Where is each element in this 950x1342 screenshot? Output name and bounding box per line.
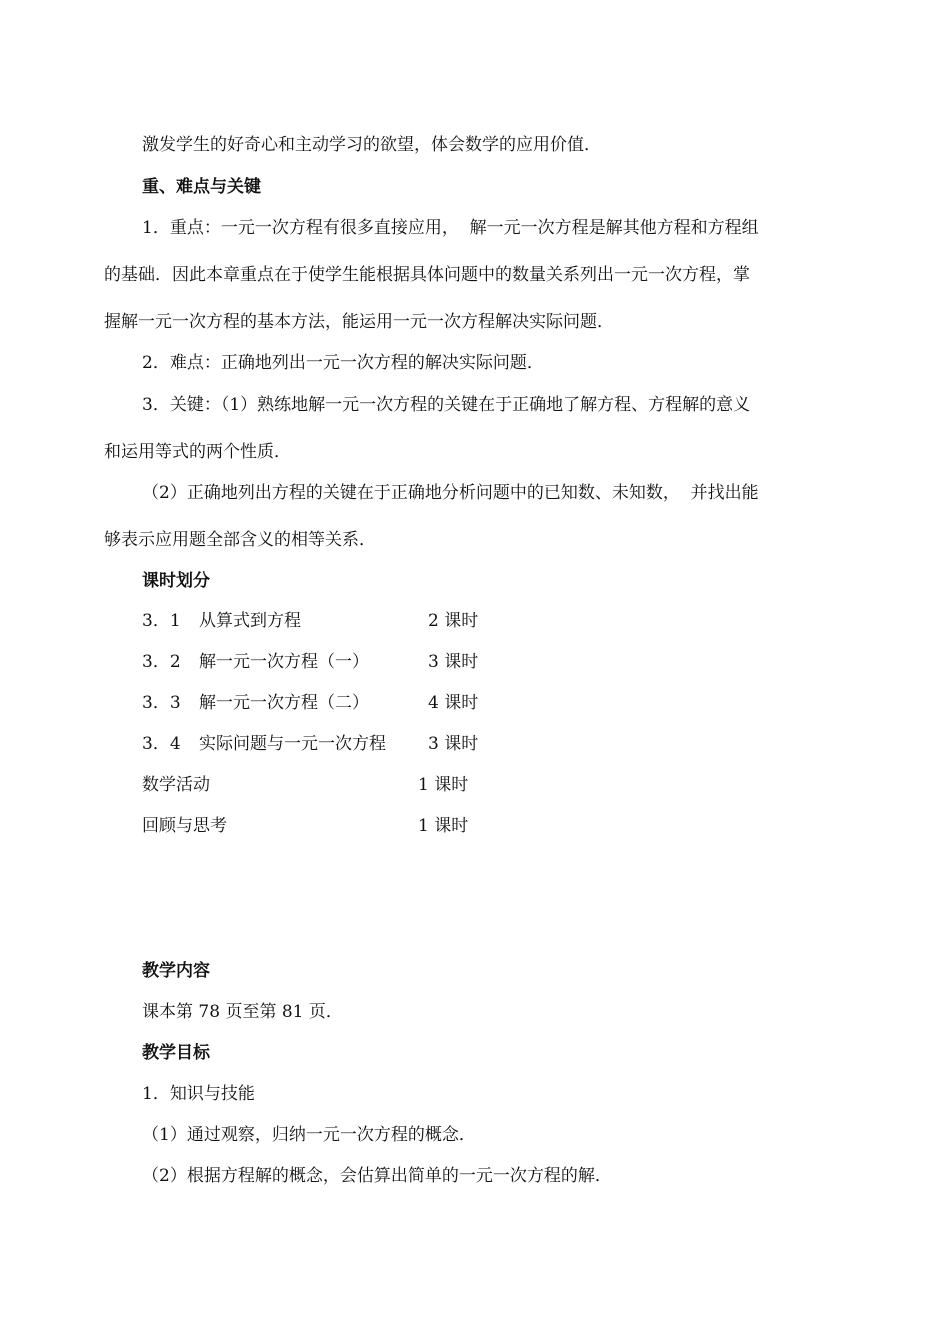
schedule-row-hours: 1 课时 bbox=[418, 775, 469, 795]
key-points-heading: 重、难点与关键 bbox=[142, 177, 261, 197]
schedule-row-hours: 2 课时 bbox=[428, 611, 479, 631]
key-point-2: 2．难点：正确地列出一元一次方程的解决实际问题． bbox=[142, 353, 544, 373]
goal-1: 1．知识与技能 bbox=[142, 1084, 255, 1104]
content-heading: 教学内容 bbox=[142, 961, 210, 981]
content-text: 课本第 78 页至第 81 页． bbox=[142, 1002, 343, 1022]
schedule-heading: 课时划分 bbox=[142, 571, 210, 591]
key-point-3-line-2: 和运用等式的两个性质． bbox=[104, 442, 291, 462]
key-point-1-line-2: 的基础．因此本章重点在于使学生能根据具体问题中的数量关系列出一元一次方程，掌 bbox=[104, 265, 750, 285]
schedule-row-hours: 3 课时 bbox=[428, 652, 479, 672]
goal-1-a: （1）通过观察，归纳一元一次方程的概念． bbox=[142, 1125, 476, 1145]
key-point-4-line-1: （2）正确地列出方程的关键在于正确地分析问题中的已知数、未知数， 并找出能 bbox=[142, 483, 759, 503]
goal-1-b: （2）根据方程解的概念，会估算出简单的一元一次方程的解． bbox=[142, 1166, 612, 1186]
schedule-row-hours: 1 课时 bbox=[418, 816, 469, 836]
schedule-row-title: 从算式到方程 bbox=[199, 611, 301, 631]
schedule-row-number: 3．3 bbox=[142, 693, 181, 713]
schedule-row-number: 3．1 bbox=[142, 611, 181, 631]
schedule-row-number: 3．4 bbox=[142, 734, 181, 754]
schedule-row-title: 解一元一次方程（二） bbox=[199, 693, 369, 713]
schedule-row-title: 回顾与思考 bbox=[142, 816, 227, 836]
schedule-row-hours: 4 课时 bbox=[428, 693, 479, 713]
schedule-row-number: 3．2 bbox=[142, 652, 181, 672]
key-point-1-line-1: 1．重点：一元一次方程有很多直接应用， 解一元一次方程是解其他方程和方程组 bbox=[142, 218, 759, 238]
goals-heading: 教学目标 bbox=[142, 1043, 210, 1063]
key-point-4-line-2: 够表示应用题全部含义的相等关系． bbox=[104, 530, 376, 550]
schedule-row-title: 数学活动 bbox=[142, 775, 210, 795]
key-point-1-line-3: 握解一元一次方程的基本方法，能运用一元一次方程解决实际问题． bbox=[104, 312, 614, 332]
schedule-row-title: 解一元一次方程（一） bbox=[199, 652, 369, 672]
key-point-3-line-1: 3．关键：（1）熟练地解一元一次方程的关键在于正确地了解方程、方程解的意义 bbox=[142, 395, 751, 415]
intro-tail-text: 激发学生的好奇心和主动学习的欲望，体会数学的应用价值． bbox=[142, 135, 601, 155]
schedule-row-hours: 3 课时 bbox=[428, 734, 479, 754]
schedule-row-title: 实际问题与一元一次方程 bbox=[199, 734, 386, 754]
